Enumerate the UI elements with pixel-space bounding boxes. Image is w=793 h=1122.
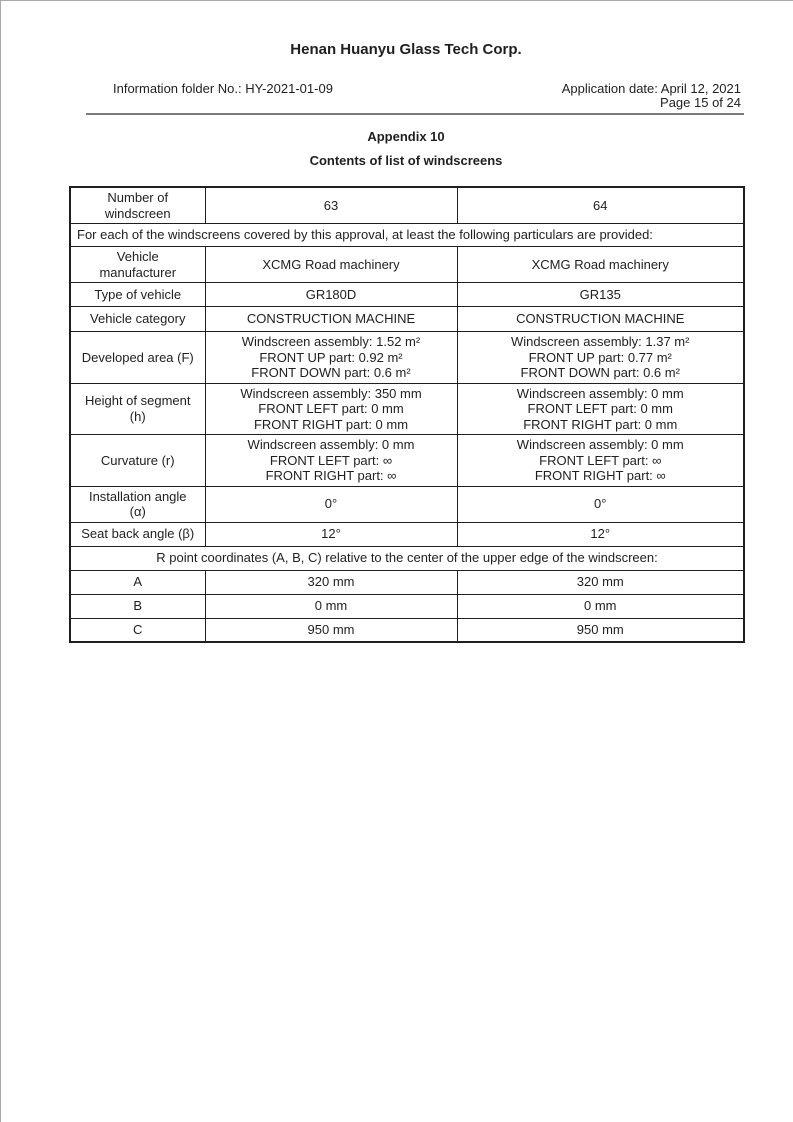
table-row-particulars-note xyxy=(70,224,744,247)
cell-installation-angle-2: 0° xyxy=(457,486,744,522)
cell-curvature-1: Windscreen assembly: 0 mm FRONT LEFT part: ∞ FRONT RIGHT part: ∞ xyxy=(205,435,457,487)
cell-manufacturer-2: XCMG Road machinery xyxy=(457,247,744,283)
table-row-installation-angle xyxy=(70,486,744,522)
cell-height-segment-1: Windscreen assembly: 350 mm FRONT LEFT part: 0 mm FRONT RIGHT part: 0 mm xyxy=(205,383,457,435)
row-label: Number of windscreen xyxy=(70,187,205,224)
table-row-curvature xyxy=(70,435,744,487)
row-label: Type of vehicle xyxy=(70,283,205,307)
cell-seat-back-angle-1: 12° xyxy=(205,522,457,546)
page-number: Page 15 of 24 xyxy=(660,95,741,110)
cell-windscreen-number-1: 63 xyxy=(205,187,457,224)
cell-coordinate-b-2: 0 mm xyxy=(457,594,744,618)
document-meta-row xyxy=(69,82,743,110)
cell-vehicle-category-2: CONSTRUCTION MACHINE xyxy=(457,307,744,332)
cell-windscreen-number-2: 64 xyxy=(457,187,744,224)
cell-installation-angle-1: 0° xyxy=(205,486,457,522)
contents-title: Contents of list of windscreens xyxy=(309,153,503,168)
row-label: Developed area (F) xyxy=(70,332,205,384)
cell-developed-area-1: Windscreen assembly: 1.52 m² FRONT UP part: 0.92 m² FRONT DOWN part: 0.6 m² xyxy=(205,332,457,384)
company-title: Henan Huanyu Glass Tech Corp. xyxy=(290,41,522,58)
cell-coordinate-a-1: 320 mm xyxy=(205,570,457,594)
cell-seat-back-angle-2: 12° xyxy=(457,522,744,546)
row-label: Installation angle (α) xyxy=(70,486,205,522)
meta-right-block xyxy=(562,82,743,110)
cell-vehicle-type-1: GR180D xyxy=(205,283,457,307)
appendix-title: Appendix 10 xyxy=(367,129,445,144)
windscreen-table xyxy=(69,186,745,643)
table-row-coordinate-a xyxy=(70,570,744,594)
table-row-developed-area xyxy=(70,332,744,384)
row-label: B xyxy=(70,594,205,618)
page-content xyxy=(69,41,743,643)
application-date: Application date: April 12, 2021 xyxy=(561,81,741,96)
cell-coordinate-a-2: 320 mm xyxy=(457,570,744,594)
row-label: Curvature (r) xyxy=(70,435,205,487)
table-row-height-of-segment xyxy=(70,383,744,435)
cell-manufacturer-1: XCMG Road machinery xyxy=(205,247,457,283)
table-row-coordinate-b xyxy=(70,594,744,618)
table-row-type-of-vehicle xyxy=(70,283,744,307)
r-point-note: R point coordinates (A, B, C) relative to the center of the upper edge of the windscreen: xyxy=(70,546,744,570)
cell-height-segment-2: Windscreen assembly: 0 mm FRONT LEFT part: 0 mm FRONT RIGHT part: 0 mm xyxy=(457,383,744,435)
row-label: A xyxy=(70,570,205,594)
table-row-r-point-note xyxy=(70,546,744,570)
table-row-coordinate-c xyxy=(70,618,744,642)
cell-vehicle-type-2: GR135 xyxy=(457,283,744,307)
row-label: C xyxy=(70,618,205,642)
table-row-seat-back-angle xyxy=(70,522,744,546)
cell-coordinate-c-2: 950 mm xyxy=(457,618,744,642)
cell-vehicle-category-1: CONSTRUCTION MACHINE xyxy=(205,307,457,332)
table-row-vehicle-category xyxy=(70,307,744,332)
table-row-number-of-windscreen xyxy=(70,187,744,224)
row-label: Vehicle manufacturer xyxy=(70,247,205,283)
cell-coordinate-b-1: 0 mm xyxy=(205,594,457,618)
info-folder-number: Information folder No.: HY-2021-01-09 xyxy=(113,81,333,96)
cell-coordinate-c-1: 950 mm xyxy=(205,618,457,642)
row-label: Vehicle category xyxy=(70,307,205,332)
cell-developed-area-2: Windscreen assembly: 1.37 m² FRONT UP part: 0.77 m² FRONT DOWN part: 0.6 m² xyxy=(457,332,744,384)
header-divider xyxy=(86,113,744,115)
table-row-vehicle-manufacturer xyxy=(70,247,744,283)
particulars-note: For each of the windscreens covered by this approval, at least the following particulars are provided: xyxy=(70,224,744,247)
row-label: Height of segment (h) xyxy=(70,383,205,435)
row-label: Seat back angle (β) xyxy=(70,522,205,546)
cell-curvature-2: Windscreen assembly: 0 mm FRONT LEFT part: ∞ FRONT RIGHT part: ∞ xyxy=(457,435,744,487)
